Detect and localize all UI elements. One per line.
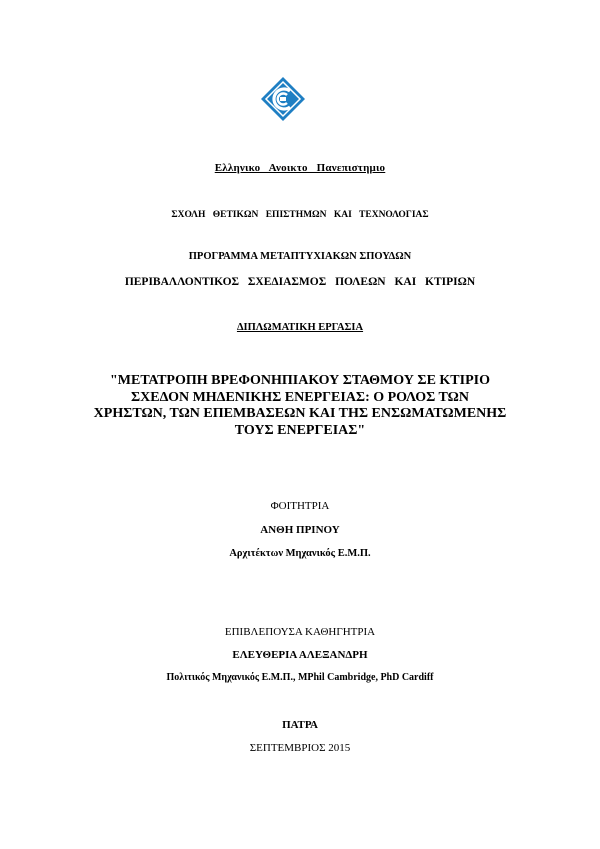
city: ΠΑΤΡΑ <box>282 719 318 731</box>
supervisor-name: ΕΛΕΥΘΕΡΙΑ ΑΛΕΞΑΝΔΡΗ <box>232 649 368 661</box>
thesis-title-line: ΧΡΗΣΤΩΝ, ΤΩΝ ΕΠΕΜΒΑΣΕΩΝ ΚΑΙ ΤΗΣ ΕΝΣΩΜΑΤΩΜΕΝΗΣ <box>93 406 507 421</box>
thesis-title-line: ΣΧΕΔΟΝ ΜΗΔΕΝΙΚΗΣ ΕΝΕΡΓΕΙΑΣ: Ο ΡΟΛΟΣ ΤΩΝ <box>131 389 469 405</box>
student-degree: Αρχιτέκτων Μηχανικός Ε.Μ.Π. <box>229 548 371 559</box>
thesis-title-line: ΤΟΥΣ ΕΝΕΡΓΕΙΑΣ" <box>234 422 366 438</box>
student-label: ΦΟΙΤΗΤΡΙΑ <box>270 500 330 512</box>
student-name: ΑΝΘΗ ΠΡΙΝΟΥ <box>260 524 340 536</box>
school-name: ΣΧΟΛΗ ΘΕΤΙΚΩΝ ΕΠΙΣΤΗΜΩΝ ΚΑΙ ΤΕΧΝΟΛΟΓΙΑΣ <box>171 210 429 220</box>
supervisor-label: ΕΠΙΒΛΕΠΟΥΣΑ ΚΑΘΗΓΗΤΡΙΑ <box>224 626 376 638</box>
date: ΣΕΠΤΕΜΒΡΙΟΣ 2015 <box>249 742 351 754</box>
specialization-name: ΠΕΡΙΒΑΛΛΟΝΤΙΚΟΣ ΣΧΕΔΙΑΣΜΟΣ ΠΟΛΕΩΝ ΚΑΙ ΚΤΙΡΙΩΝ <box>124 276 476 288</box>
thesis-type: ΔΙΠΛΩΜΑΤΙΚΗ ΕΡΓΑΣΙΑ <box>236 322 364 333</box>
thesis-title <box>0 373 600 439</box>
program-name: ΠΡΟΓΡΑΜΜΑ ΜΕΤΑΠΤΥΧΙΑΚΩΝ ΣΠΟΥΔΩΝ <box>188 251 412 262</box>
university-name: Ελληνικο Ανοικτο Πανεπιστημιο <box>214 162 386 174</box>
supervisor-degree: Πολιτικός Μηχανικός Ε.Μ.Π., MPhil Cambridge, PhD Cardiff <box>166 672 434 683</box>
university-logo-icon <box>260 76 306 122</box>
thesis-title-line: "ΜΕΤΑΤΡΟΠΗ ΒΡΕΦΟΝΗΠΙΑΚΟΥ ΣΤΑΘΜΟΥ ΣΕ ΚΤΙΡΙΟ <box>110 373 490 388</box>
